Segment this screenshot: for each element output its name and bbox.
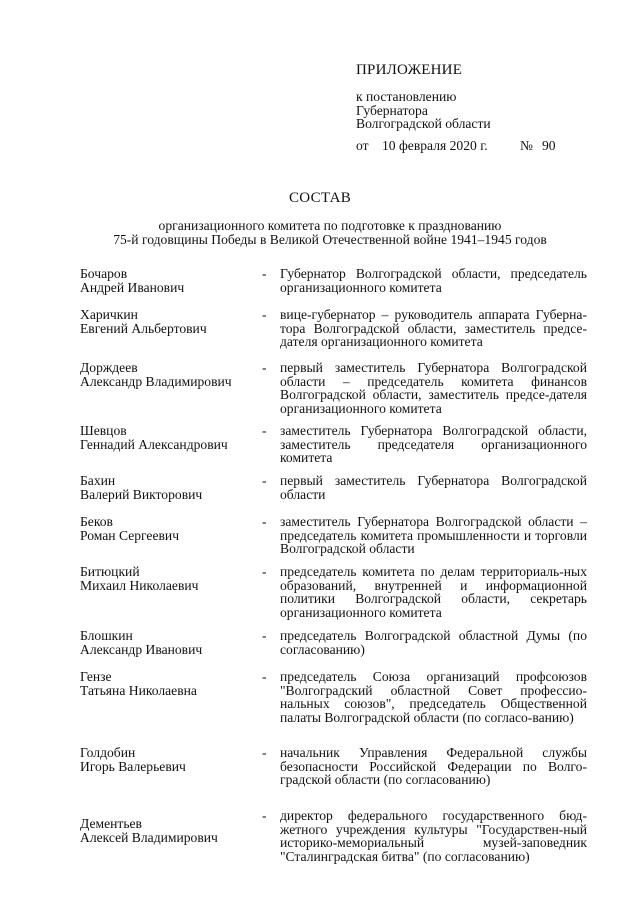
member-given-names: Алексей Владимирович [80,829,218,845]
member-dash: - [262,423,267,438]
member-name [80,474,255,501]
document-subtitle [70,219,590,247]
appendix-header [356,62,491,131]
member-surname: Гензе [80,669,112,684]
member-given-names: Михаил Николаевич [80,577,199,593]
appendix-title: ПРИЛОЖЕНИЕ [356,62,463,78]
decree-date: 10 февраля 2020 г. [382,138,488,153]
header-line: к постановлению [356,89,457,104]
member-given-names: Валерий Викторович [80,486,203,502]
member-given-names: Александр Иванович [80,641,203,657]
member-surname: Бочаров [80,266,128,281]
document-title: СОСТАВ [288,190,352,206]
member-name [80,361,255,388]
member-name [80,308,255,335]
number-prefix: № [520,138,533,153]
member-surname: Бахин [80,473,116,488]
header-line: Волгоградской области [356,116,491,132]
member-name [80,267,255,294]
subtitle-line: 75-й годовщины Победы в Великой Отечественной войне 1941–1945 годов [113,232,547,247]
header-line: Губернатора [356,102,428,118]
date-prefix: от [356,138,369,153]
member-dash: - [262,266,267,281]
member-surname: Битюцкий [80,564,140,579]
member-given-names: Геннадий Александрович [80,436,228,452]
member-role: председатель Союза организаций профсоюзов "Волгоградский областной Совет профессио-нальных союзов", председатель Общественной палаты Волгоградской области (по согласо-ванию) [280,669,587,725]
member-role: председатель комитета по делам территориаль-ных образований, внутренней и информационной политики Волгоградской области, секретарь организационного комитета [280,564,587,620]
member-dash: - [262,669,267,684]
member-surname: Блошкин [80,628,133,643]
member-surname: Шевцов [80,423,127,438]
member-name [80,565,255,592]
member-name [80,424,255,451]
decree-number: 90 [542,138,556,153]
member-given-names: Роман Сергеевич [80,527,180,543]
member-surname: Харичкин [80,307,138,322]
member-name [80,515,255,542]
subtitle-line: организационного комитета по подготовке к празднованию [158,218,502,233]
member-surname: Дементьев [80,816,142,831]
member-name [80,670,255,697]
member-surname: Дорждеев [80,360,138,375]
member-role: вице-губернатор – руководитель аппарата Губерна-тора Волгоградской области, заместитель предсе-дателя организационного комитета [280,307,587,350]
member-name [80,629,255,656]
member-dash: - [262,514,267,529]
member-surname: Беков [80,514,113,529]
member-given-names: Андрей Иванович [80,279,185,295]
member-role: директор федерального государственного бюд-жетного учреждения культуры "Государствен-ный историко-мемориальный музей-заповедник "Сталинградская битва" (по согласованию) [280,808,587,864]
member-name [80,817,255,844]
member-given-names: Татьяна Николаевна [80,682,197,698]
member-dash: - [262,473,267,488]
member-role: председатель Волгоградской областной Думы (по согласованию) [280,628,587,657]
member-role: начальник Управления Федеральной службы безопасности Российской Федерации по Волго-градской области (по согласованию) [280,745,587,788]
member-role: заместитель Губернатора Волгоградской области – председатель комитета промышленности и торговли Волгоградской области [280,514,587,557]
member-name [80,746,255,773]
member-given-names: Александр Владимирович [80,373,232,389]
member-dash: - [262,745,267,760]
member-role: заместитель Губернатора Волгоградской области, заместитель председателя организационного комитета [280,423,587,466]
member-dash: - [262,808,267,823]
member-dash: - [262,360,267,375]
member-surname: Голдобин [80,745,136,760]
member-given-names: Игорь Валерьевич [80,758,186,774]
member-dash: - [262,307,267,322]
member-role: первый заместитель Губернатора Волгоградской области – председатель комитета финансов Волгоградской области, заместитель предсе-дателя организационного комитета [280,360,587,416]
member-role: первый заместитель Губернатора Волгоградской области [280,473,587,502]
member-role: Губернатор Волгоградской области, председатель организационного комитета [280,266,587,295]
member-given-names: Евгений Альбертович [80,320,207,336]
member-dash: - [262,564,267,579]
member-dash: - [262,628,267,643]
